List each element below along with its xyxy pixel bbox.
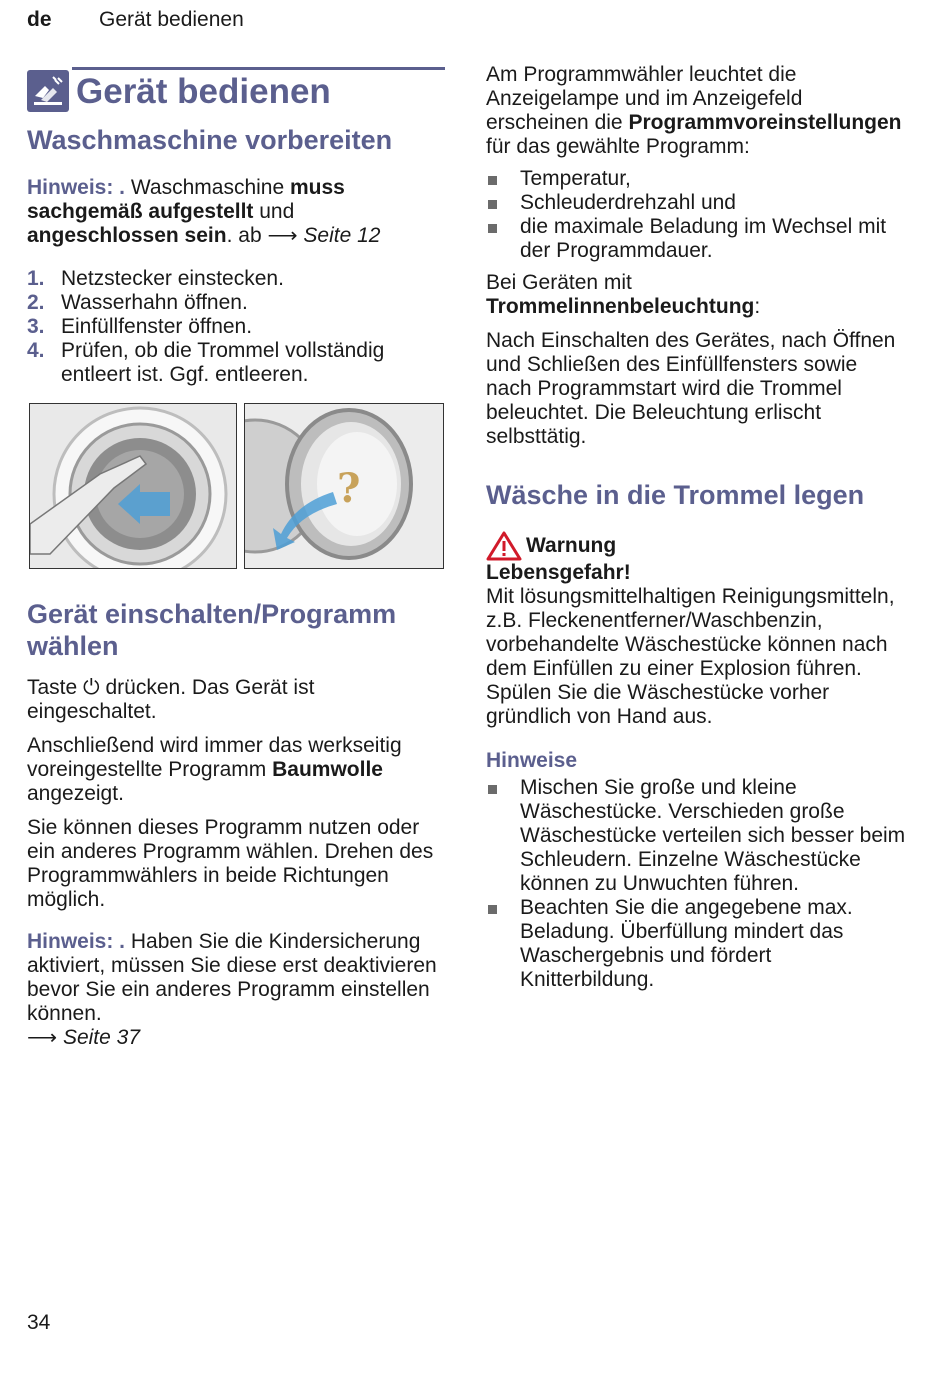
step-number: 2. bbox=[27, 291, 45, 314]
section-heading-prepare: Waschmaschine vorbereiten bbox=[27, 125, 393, 155]
item-text: Mischen Sie große und kleine Wäschestücke. Verschieden große Wäschestücke verteilen sich besser beim Schleudern. Einzelne Wäschestücke können zu Unwuchten führen. bbox=[520, 776, 906, 895]
page-reference-link[interactable]: Seite 12 bbox=[297, 224, 381, 247]
text: Bei Geräten mit bbox=[486, 271, 632, 294]
list-item bbox=[486, 191, 906, 215]
section-heading-switch-on: Gerät einschalten/Programm wählen bbox=[27, 599, 397, 661]
text: Taste bbox=[27, 676, 84, 699]
notes-list bbox=[486, 776, 906, 992]
settings-list bbox=[486, 167, 906, 263]
bold-term: Programmvoreinstellungen bbox=[628, 111, 902, 134]
note-label: Hinweis: . bbox=[27, 176, 126, 199]
note-text: Waschmaschine bbox=[125, 176, 290, 199]
step-text: Wasserhahn öffnen. bbox=[61, 291, 248, 314]
notes-heading: Hinweise bbox=[486, 749, 578, 772]
left-column bbox=[27, 124, 445, 387]
bullet-icon bbox=[488, 200, 497, 209]
text: Anschließend wird immer das werkseitig voreingestellte Programm bbox=[27, 734, 402, 781]
paragraph bbox=[486, 63, 906, 159]
note-bold: angeschlossen sein bbox=[27, 224, 227, 247]
left-column-lower bbox=[27, 598, 445, 1050]
text: : bbox=[754, 295, 761, 318]
paragraph bbox=[27, 676, 445, 724]
bold-term: Trommelinnenbeleuchtung bbox=[486, 295, 755, 318]
arrow-right-icon: ⟶ bbox=[267, 224, 298, 247]
item-text: Beachten Sie die angegebene max. Beladung. Überfüllung mindert das Waschergebnis und fördert Knitterbildung. bbox=[520, 896, 853, 991]
warning-header bbox=[486, 531, 906, 561]
warning-label: Warnung bbox=[526, 534, 617, 557]
warning-text: Mit lösungsmittelhaltigen Reinigungsmitteln, z.B. Fleckenentferner/Waschbenzin, vorbehandelte Wäschestücke können nach dem Einfüllen zu einer Explosion führen. bbox=[486, 585, 895, 680]
bullet-icon bbox=[488, 785, 497, 794]
right-column bbox=[486, 63, 906, 992]
hand-operation-icon bbox=[27, 70, 69, 112]
step-number: 4. bbox=[27, 339, 45, 362]
list-item bbox=[27, 291, 445, 315]
warning-triangle-icon bbox=[486, 531, 522, 561]
program-name: Baumwolle bbox=[272, 758, 383, 781]
power-icon: ⏻ bbox=[83, 676, 100, 699]
text: drücken. Das Gerät ist eingeschaltet. bbox=[27, 676, 315, 723]
paragraph: Nach Einschalten des Gerätes, nach Öffnen und Schließen des Einfüllfensters sowie nach Programmstart wird die Trommel beleuchtet. Die Beleuchtung erlischt selbsttätig. bbox=[486, 329, 896, 448]
section-heading-load-laundry: Wäsche in die Trommel legen bbox=[486, 480, 865, 510]
step-text: Einfüllfenster öffnen. bbox=[61, 315, 253, 338]
page-number: 34 bbox=[27, 1311, 51, 1334]
note-label: Hinweis: . bbox=[27, 930, 126, 953]
figure-open-door bbox=[244, 403, 444, 569]
steps-list bbox=[27, 267, 445, 387]
text: angezeigt. bbox=[27, 782, 124, 805]
text: für das gewählte Programm: bbox=[486, 135, 750, 158]
step-text: Netzstecker einstecken. bbox=[61, 267, 284, 290]
list-item bbox=[27, 267, 445, 291]
item-text: die maximale Beladung im Wechsel mit der Programmdauer. bbox=[520, 215, 887, 262]
bullet-icon bbox=[488, 905, 497, 914]
bullet-icon bbox=[488, 176, 497, 185]
question-mark: ? bbox=[337, 465, 361, 512]
list-item bbox=[486, 167, 906, 191]
bullet-icon bbox=[488, 224, 497, 233]
figure-drum-check bbox=[29, 403, 237, 569]
note-bold: muss sachgemäß aufgestellt bbox=[27, 176, 345, 223]
header-language: de bbox=[27, 8, 52, 31]
list-item bbox=[486, 215, 906, 263]
text: Am Programmwähler leuchtet die Anzeigelampe und im Anzeigefeld erscheinen die bbox=[486, 63, 803, 134]
note-child-lock bbox=[27, 930, 445, 1050]
list-item bbox=[486, 896, 906, 992]
list-item bbox=[27, 339, 445, 387]
list-item bbox=[486, 776, 906, 896]
page-title: Gerät bedienen bbox=[76, 72, 331, 111]
arrow-right-icon: ⟶ bbox=[27, 1026, 58, 1049]
header-title: Gerät bedienen bbox=[99, 8, 244, 31]
item-text: Schleuderdrehzahl und bbox=[520, 191, 736, 214]
warning-text: Spülen Sie die Wäschestücke vorher gründlich von Hand aus. bbox=[486, 681, 830, 728]
note-text: und bbox=[253, 200, 295, 223]
paragraph: Sie können dieses Programm nutzen oder ein anderes Programm wählen. Drehen des Programmwählers in beide Richtungen möglich. bbox=[27, 816, 434, 911]
note-text: . ab bbox=[226, 224, 268, 247]
step-number: 1. bbox=[27, 267, 45, 290]
paragraph bbox=[27, 734, 445, 806]
step-number: 3. bbox=[27, 315, 45, 338]
note-text: Haben Sie die Kindersicherung aktiviert, müssen Sie diese erst deaktivieren bevor Sie ein anderes Programm einstellen können. bbox=[27, 930, 437, 1025]
list-item bbox=[27, 315, 445, 339]
page-title-row bbox=[27, 70, 331, 112]
paragraph bbox=[486, 271, 906, 319]
note-prepare bbox=[27, 176, 445, 248]
item-text: Temperatur, bbox=[520, 167, 631, 190]
page-reference-link[interactable]: Seite 37 bbox=[57, 1026, 141, 1049]
step-text: Prüfen, ob die Trommel vollständig entleert ist. Ggf. entleeren. bbox=[61, 339, 385, 386]
danger-label: Lebensgefahr! bbox=[486, 561, 631, 584]
